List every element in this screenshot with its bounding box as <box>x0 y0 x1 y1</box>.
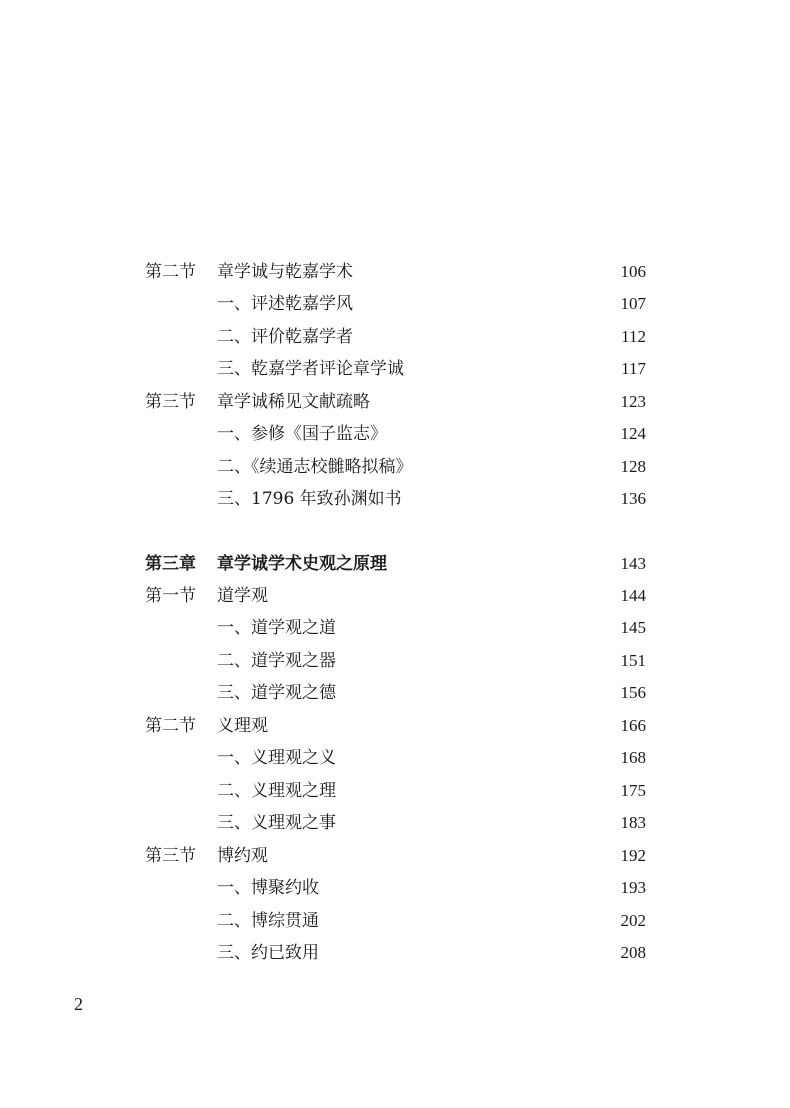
toc-item-row[interactable] <box>0 288 790 320</box>
folio-page-number: 2 <box>74 994 83 1014</box>
toc-item-row[interactable] <box>0 418 790 450</box>
item-title: 二、博综贯通 <box>217 911 319 931</box>
toc-item-row[interactable] <box>0 807 790 839</box>
page-number: 151 <box>620 651 646 670</box>
item-title: 二、义理观之理 <box>217 781 336 801</box>
item-title: 一、博聚约收 <box>217 878 319 898</box>
chapter-title: 章学诚学术史观之原理 <box>217 554 387 574</box>
item-title: 一、义理观之义 <box>217 748 336 768</box>
page-number: 183 <box>620 813 646 832</box>
section-label: 第一节 <box>145 586 196 606</box>
page-number: 192 <box>620 846 646 865</box>
page-number: 202 <box>620 911 646 930</box>
toc-item-row[interactable] <box>0 353 790 385</box>
page-number: 136 <box>620 489 646 508</box>
item-title: 一、道学观之道 <box>217 618 336 638</box>
toc-item-row[interactable] <box>0 677 790 709</box>
toc-item-row[interactable] <box>0 742 790 774</box>
item-title: 三、1796 年致孙渊如书 <box>217 489 402 509</box>
toc-section-row[interactable] <box>0 256 790 288</box>
toc-section-row[interactable] <box>0 580 790 612</box>
toc-item-row[interactable] <box>0 321 790 353</box>
chapter-label: 第三章 <box>145 554 196 574</box>
toc-section-row[interactable] <box>0 386 790 418</box>
section-label: 第二节 <box>145 262 196 282</box>
toc-item-row[interactable] <box>0 612 790 644</box>
toc-item-row[interactable] <box>0 937 790 969</box>
toc-chapter-row[interactable] <box>0 548 790 580</box>
item-title: 三、约已致用 <box>217 943 319 963</box>
item-title: 二、道学观之器 <box>217 651 336 671</box>
page-number: 107 <box>620 294 646 313</box>
page-number: 124 <box>620 424 646 443</box>
page-number: 144 <box>620 586 646 605</box>
page-number: 106 <box>620 262 646 281</box>
section-label: 第二节 <box>145 716 196 736</box>
page-number: 156 <box>620 683 646 702</box>
toc-item-row[interactable] <box>0 645 790 677</box>
toc-item-row[interactable] <box>0 451 790 483</box>
toc-item-row[interactable] <box>0 775 790 807</box>
page-number: 123 <box>620 392 646 411</box>
section-title: 道学观 <box>217 586 268 606</box>
item-title: 三、乾嘉学者评论章学诚 <box>217 359 404 379</box>
section-label: 第三节 <box>145 392 196 412</box>
item-title: 一、评述乾嘉学风 <box>217 294 353 314</box>
toc-item-row[interactable] <box>0 483 790 515</box>
toc-section-row[interactable] <box>0 710 790 742</box>
toc-section-row[interactable] <box>0 840 790 872</box>
page-number: 175 <box>620 781 646 800</box>
item-title: 一、参修《国子监志》 <box>217 424 387 444</box>
page-number: 145 <box>620 618 646 637</box>
section-title: 章学诚稀见文献疏略 <box>217 392 370 412</box>
page-number: 143 <box>620 554 646 573</box>
section-label: 第三节 <box>145 846 196 866</box>
page-number: 128 <box>620 457 646 476</box>
item-title: 三、道学观之德 <box>217 683 336 703</box>
section-title: 章学诚与乾嘉学术 <box>217 262 353 282</box>
item-title: 三、义理观之事 <box>217 813 336 833</box>
item-title: 二、评价乾嘉学者 <box>217 327 353 347</box>
section-title: 博约观 <box>217 846 268 866</box>
page-number: 166 <box>620 716 646 735</box>
page-number: 117 <box>621 359 646 378</box>
item-title: 二、《续通志校雠略拟稿》 <box>217 457 413 477</box>
page-number: 112 <box>621 327 646 346</box>
section-title: 义理观 <box>217 716 268 736</box>
toc-item-row[interactable] <box>0 872 790 904</box>
page-number: 168 <box>620 748 646 767</box>
page-number: 193 <box>620 878 646 897</box>
toc-item-row[interactable] <box>0 905 790 937</box>
page-number: 208 <box>620 943 646 962</box>
